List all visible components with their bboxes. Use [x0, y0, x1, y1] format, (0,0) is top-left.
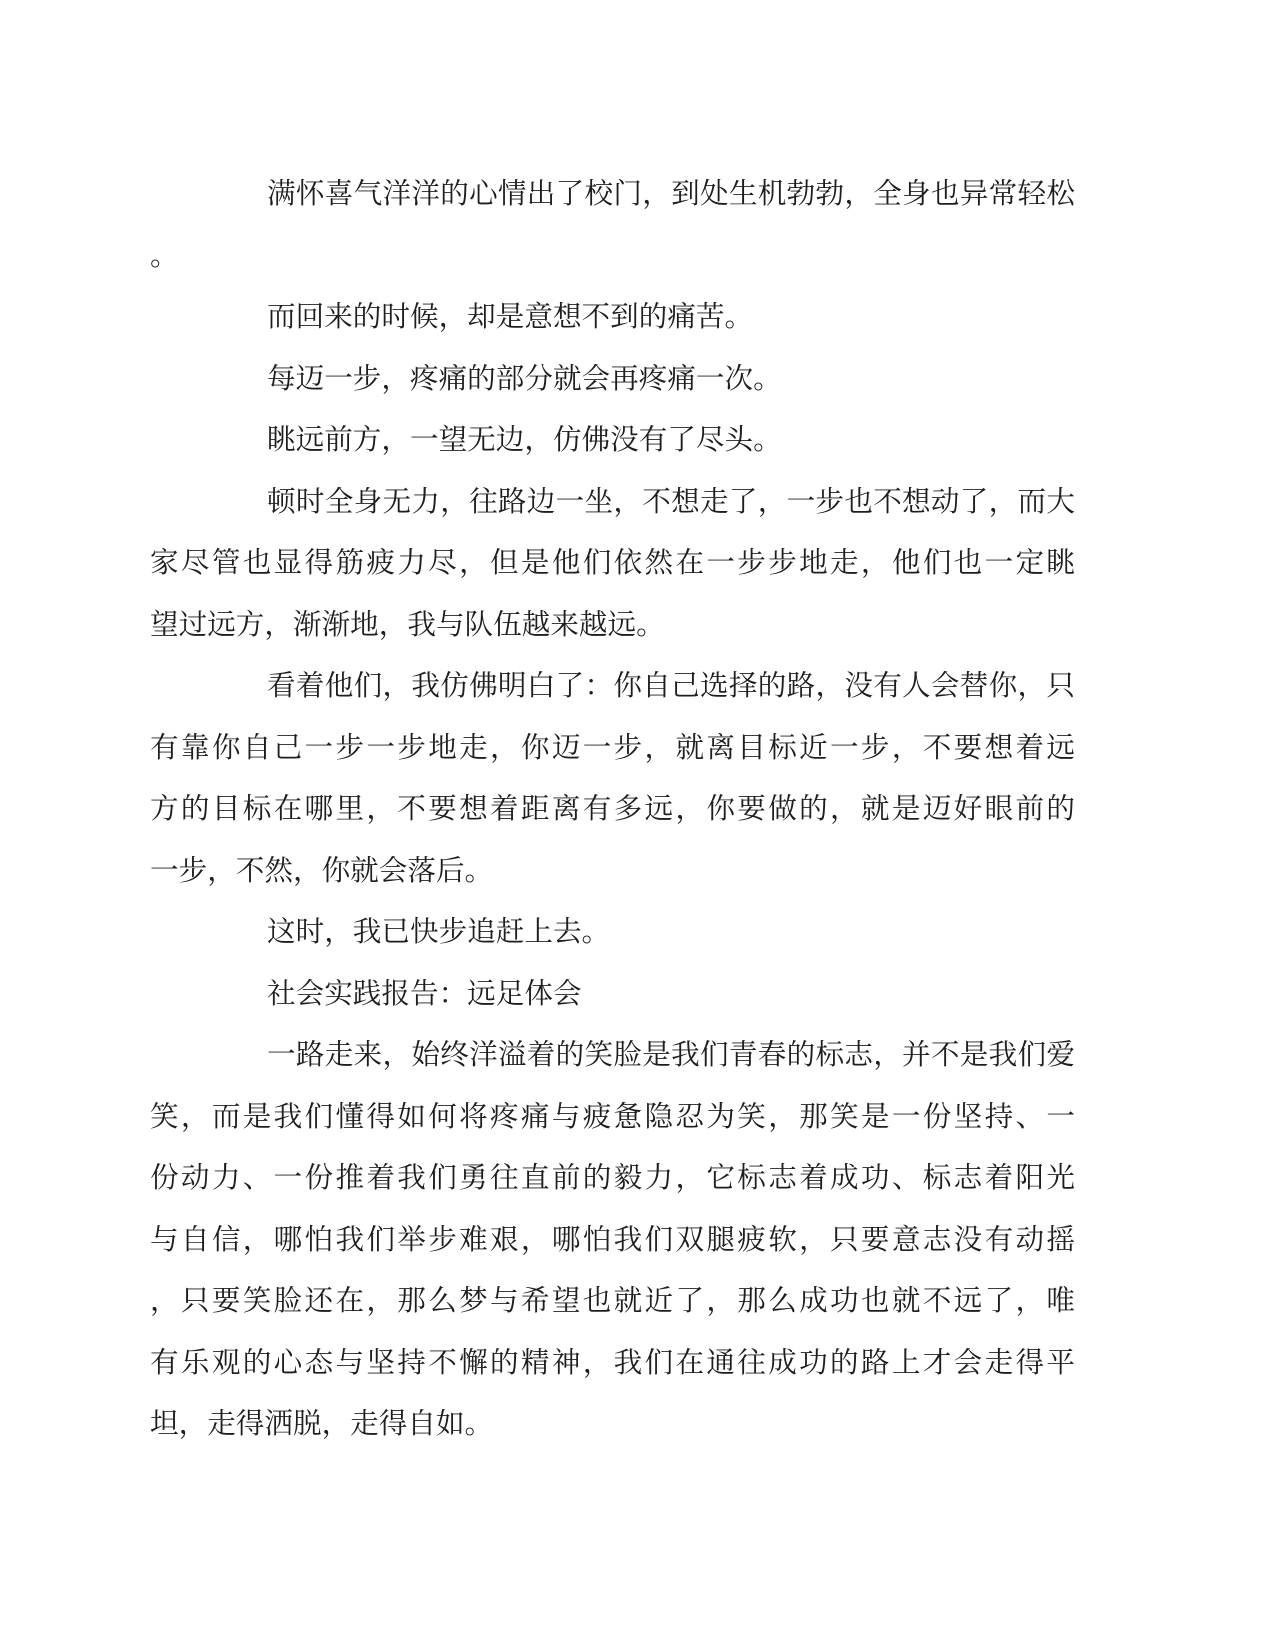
text-line: 有乐观的心态与坚持不懈的精神，我们在通往成功的路上才会走得平 — [150, 1347, 1075, 1379]
text-line: 眺远前方，一望无边，仿佛没有了尽头。 — [267, 425, 782, 456]
text-line: 份动力、一份推着我们勇往直前的毅力，它标志着成功、标志着阳光 — [150, 1163, 1075, 1194]
text-line: 而回来的时候，却是意想不到的痛苦。 — [267, 302, 754, 333]
text-line: 满怀喜气洋洋的心情出了校门，到处生机勃勃，全身也异常轻松 — [267, 179, 1075, 210]
text-line: 。 — [150, 240, 179, 272]
text-line: 一路走来，始终洋溢着的笑脸是我们青春的标志，并不是我们爱 — [267, 1040, 1075, 1071]
text-line: ，只要笑脸还在，那么梦与希望也就近了，那么成功也就不远了，唯 — [150, 1286, 1075, 1317]
text-line: 顿时全身无力，往路边一坐，不想走了，一步也不想动了，而大 — [267, 486, 1075, 518]
text-line: 这时，我已快步追赶上去。 — [267, 917, 611, 948]
text-line: 方的目标在哪里，不要想着距离有多远，你要做的，就是迈好眼前的 — [150, 794, 1075, 825]
text-line: 一步，不然，你就会落后。 — [150, 855, 494, 887]
text-line: 与自信，哪怕我们举步难艰，哪怕我们双腿疲软，只要意志没有动摇 — [150, 1224, 1075, 1256]
text-line: 望过远方，渐渐地，我与队伍越来越远。 — [150, 609, 665, 641]
text-line: 笑，而是我们懂得如何将疼痛与疲惫隐忍为笑，那笑是一份坚持、一 — [150, 1101, 1075, 1133]
text-line: 家尽管也显得筋疲力尽，但是他们依然在一步步地走，他们也一定眺 — [150, 548, 1075, 579]
text-line: 每迈一步，疼痛的部分就会再疼痛一次。 — [267, 363, 782, 395]
text-line: 坦，走得洒脱，走得自如。 — [150, 1409, 494, 1440]
text-line: 看着他们，我仿佛明白了：你自己选择的路，没有人会替你，只 — [267, 671, 1075, 702]
document-text — [150, 164, 1075, 1456]
document-title-line: 社会实践报告：远足体会 — [267, 978, 582, 1010]
text-line: 有靠你自己一步一步地走，你迈一步，就离目标近一步，不要想着远 — [150, 732, 1075, 764]
